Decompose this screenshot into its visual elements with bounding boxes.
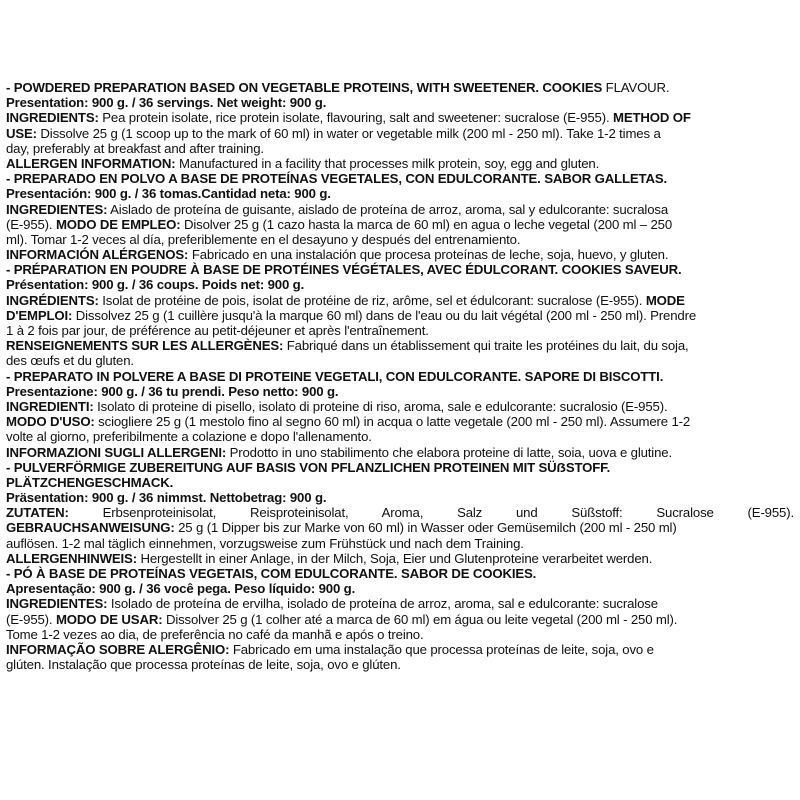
label-line (6, 126, 794, 141)
label-heading-text: - PRÉPARATION EN POUDRE À BASE DE PROTÉINES VÉGÉTALES, AVEC ÉDULCORANT. COOKIES SAVEUR. (6, 262, 682, 278)
label-line (6, 171, 794, 186)
label-line (6, 338, 794, 353)
label-line (6, 141, 794, 156)
label-heading-text: INGREDIENTES: (6, 596, 108, 612)
label-body-text: Manufactured in a facility that processes milk protein, soy, egg and gluten. (175, 155, 600, 171)
label-line (6, 156, 794, 171)
label-body-text: FLAVOUR. (605, 80, 670, 95)
label-heading-text: MODE (645, 292, 685, 308)
label-heading-text: GEBRAUCHSANWEISUNG: (6, 520, 175, 536)
label-line (6, 460, 794, 475)
label-line (6, 475, 794, 490)
label-heading-text: Presentation: 900 g. / 36 servings. Net weight: 900 g. (6, 95, 327, 111)
label-heading-text: - PULVERFÖRMIGE ZUBEREITUNG AUF BASIS VON PFLANZLICHEN PROTEINEN MIT SÜẞSTOFF. (6, 459, 611, 475)
label-line (6, 627, 794, 642)
label-body-text: Isolato di proteine di pisello, isolato di proteine di riso, aroma, sale e edulcorante: sucralosio (E-955). (93, 398, 668, 414)
label-body-text: 1 à 2 fois par jour, de préférence au petit-déjeuner et après l'entraînement. (6, 323, 429, 338)
label-line (6, 308, 794, 323)
label-body-text: Dissolvez 25 g (1 cuillère jusqu'à la marque 60 ml) dans de l'eau ou du lait végétal (200 ml - 250 ml). Prendre (72, 307, 697, 323)
label-line (6, 657, 794, 672)
label-line (6, 323, 794, 338)
label-heading-text: INGREDIENTI: (6, 398, 94, 414)
label-line (6, 384, 794, 399)
label-body-text: Prodotto in uno stabilimento che elabora proteine di latte, soia, uova e glutine. (226, 444, 672, 460)
label-line (6, 505, 794, 520)
label-line (6, 95, 794, 110)
label-body-text: day, preferably at breakfast and after training. (6, 140, 264, 156)
label-line (6, 186, 794, 201)
label-heading-text: MODO D'USO: (6, 414, 95, 430)
label-heading-text: Presentazione: 900 g. / 36 tu prendi. Peso netto: 900 g. (6, 383, 339, 399)
label-line (6, 490, 794, 505)
label-body-text: Fabriqué dans un établissement qui traite les protéines du lait, du soja, (283, 338, 689, 354)
label-heading-text: PLÄTZCHENGESCHMACK. (6, 474, 174, 490)
label-body-text: Hergestellt in einer Anlage, in der Milch, Soja, Eier und Glutenproteine verarbeitet werden. (136, 550, 653, 566)
label-heading-text: USE: (6, 125, 37, 141)
label-heading-text: ZUTATEN: (6, 505, 69, 521)
label-line (6, 277, 794, 292)
label-heading-text: ALLERGEN INFORMATION: (6, 155, 176, 171)
label-line (6, 202, 794, 217)
label-heading-text: METHOD OF (612, 110, 691, 126)
label-heading-text: MODO DE USAR: (55, 611, 163, 627)
label-body-text: Pea protein isolate, rice protein isolate, flavouring, salt and sweetener: sucralose (E-955). (98, 110, 613, 126)
label-heading-text: D'EMPLOI: (6, 307, 73, 323)
label-body-text: volte al giorno, preferibilmente a colazione e dopo l'allenamento. (6, 429, 372, 445)
label-line (6, 642, 794, 657)
label-line (6, 262, 794, 277)
label-heading-text: - PREPARATO IN POLVERE A BASE DI PROTEINE VEGETALI, CON EDULCORANTE. SAPORE DI BISCOTTI. (6, 368, 664, 384)
label-heading-text: - POWDERED PREPARATION BASED ON VEGETABLE PROTEINS, WITH SWEETENER. COOKIES (6, 80, 606, 95)
label-body-text: des œufs et du gluten. (6, 353, 134, 369)
product-label-text (6, 80, 794, 672)
label-body-text: (E-955). (6, 216, 56, 232)
label-line (6, 596, 794, 611)
label-line (6, 551, 794, 566)
label-line (6, 217, 794, 232)
label-body-text: Fabricado em uma instalação que processa proteínas de leite, soja, ovo e (229, 641, 654, 657)
label-heading-text: INFORMAZIONI SUGLI ALLERGENI: (6, 444, 227, 460)
label-heading-text: RENSEIGNEMENTS SUR LES ALLERGÈNES: (6, 338, 284, 354)
label-heading-text: INGRÉDIENTS: (6, 292, 99, 308)
label-body-text: ml). Tomar 1-2 veces al día, preferiblemente en el desayuno y después del entrenamiento. (6, 231, 521, 247)
label-body-text: auflösen. 1-2 mal täglich einnehmen, vorzugsweise zum Frühstück und nach dem Training. (6, 535, 524, 551)
label-line (6, 445, 794, 460)
label-line (6, 353, 794, 368)
label-line (6, 566, 794, 581)
label-body-text: Isolado de proteína de ervilha, isolado de proteína de arroz, aroma, sal e edulcorante: sucralose (107, 596, 658, 612)
label-heading-text: Präsentation: 900 g. / 36 nimmst. Nettobetrag: 900 g. (6, 490, 327, 506)
label-body-text: sciogliere 25 g (1 mestolo fino al segno 60 ml) in acqua o latte vegetale (200 ml - 250 ml). Assumere 1-2 (94, 414, 691, 430)
label-body-text: Dissolve 25 g (1 scoop up to the mark of 60 ml) in water or vegetable milk (200 ml - 250 ml). Take 1-2 times a (36, 125, 661, 141)
label-heading-text: Apresentação: 900 g. / 36 você pega. Peso líquido: 900 g. (6, 581, 356, 597)
label-line (6, 232, 794, 247)
label-heading-text: - PREPARADO EN POLVO A BASE DE PROTEÍNAS VEGETALES, CON EDULCORANTE. SABOR GALLETAS. (6, 171, 667, 187)
label-heading-text: MODO DE EMPLEO: (55, 216, 181, 232)
label-heading-text: - PÓ À BASE DE PROTEÍNAS VEGETAIS, COM EDULCORANTE. SABOR DE COOKIES. (6, 566, 537, 581)
label-line (6, 369, 794, 384)
label-body-text: Tome 1-2 vezes ao dia, de preferência no café da manhã e após o treino. (6, 626, 424, 642)
label-line (6, 247, 794, 262)
label-line (6, 110, 794, 125)
label-line (6, 414, 794, 429)
label-body-text: (E-955). (6, 611, 56, 627)
label-line (6, 429, 794, 444)
label-body-text: Disolver 25 g (1 cazo hasta la marca de 60 ml) en agua o leche vegetal (200 ml – 250 (180, 216, 673, 232)
label-line (6, 80, 794, 95)
label-body-text: Fabricado en una instalación que procesa proteínas de leche, soja, huevo, y gluten. (188, 247, 669, 263)
label-line (6, 581, 794, 596)
label-body-text: Isolat de protéine de pois, isolat de protéine de riz, arôme, sel et édulcorant: sucralose (E-955). (98, 292, 646, 308)
label-heading-text: Presentación: 900 g. / 36 tomas.Cantidad neta: 900 g. (6, 186, 331, 202)
label-heading-text: ALLERGENHINWEIS: (6, 550, 137, 566)
label-line (6, 293, 794, 308)
label-line (6, 536, 794, 551)
label-body-text: glúten. Instalação que processa proteínas de leite, soja, ovo e glúten. (6, 657, 401, 673)
label-line (6, 399, 794, 414)
label-line (6, 520, 794, 535)
label-heading-text: Présentation: 900 g. / 36 coups. Poids net: 900 g. (6, 277, 305, 293)
label-body-text: 25 g (1 Dipper bis zur Marke von 60 ml) in Wasser oder Gemüsemilch (200 ml - 250 ml) (174, 520, 677, 536)
label-body-text: Dissolver 25 g (1 colher até a marca de 60 ml) em água ou leite vegetal (200 ml - 250 ml). (162, 611, 678, 627)
label-heading-text: INGREDIENTS: (6, 110, 99, 126)
label-line (6, 612, 794, 627)
label-heading-text: INFORMACIÓN ALÉRGENOS: (6, 247, 189, 263)
label-body-text: Erbsenproteinisolat, Reisproteinisolat, Aroma, Salz und Süßstoff: Sucralose (E-955). (102, 505, 794, 521)
label-heading-text: INFORMAÇÃO SOBRE ALERGÊNIO: (6, 641, 230, 657)
label-body-text: Aislado de proteína de guisante, aislado de proteína de arroz, aroma, sal y edulcorante: sucralosa (107, 201, 669, 217)
label-heading-text: INGREDIENTES: (6, 201, 108, 217)
